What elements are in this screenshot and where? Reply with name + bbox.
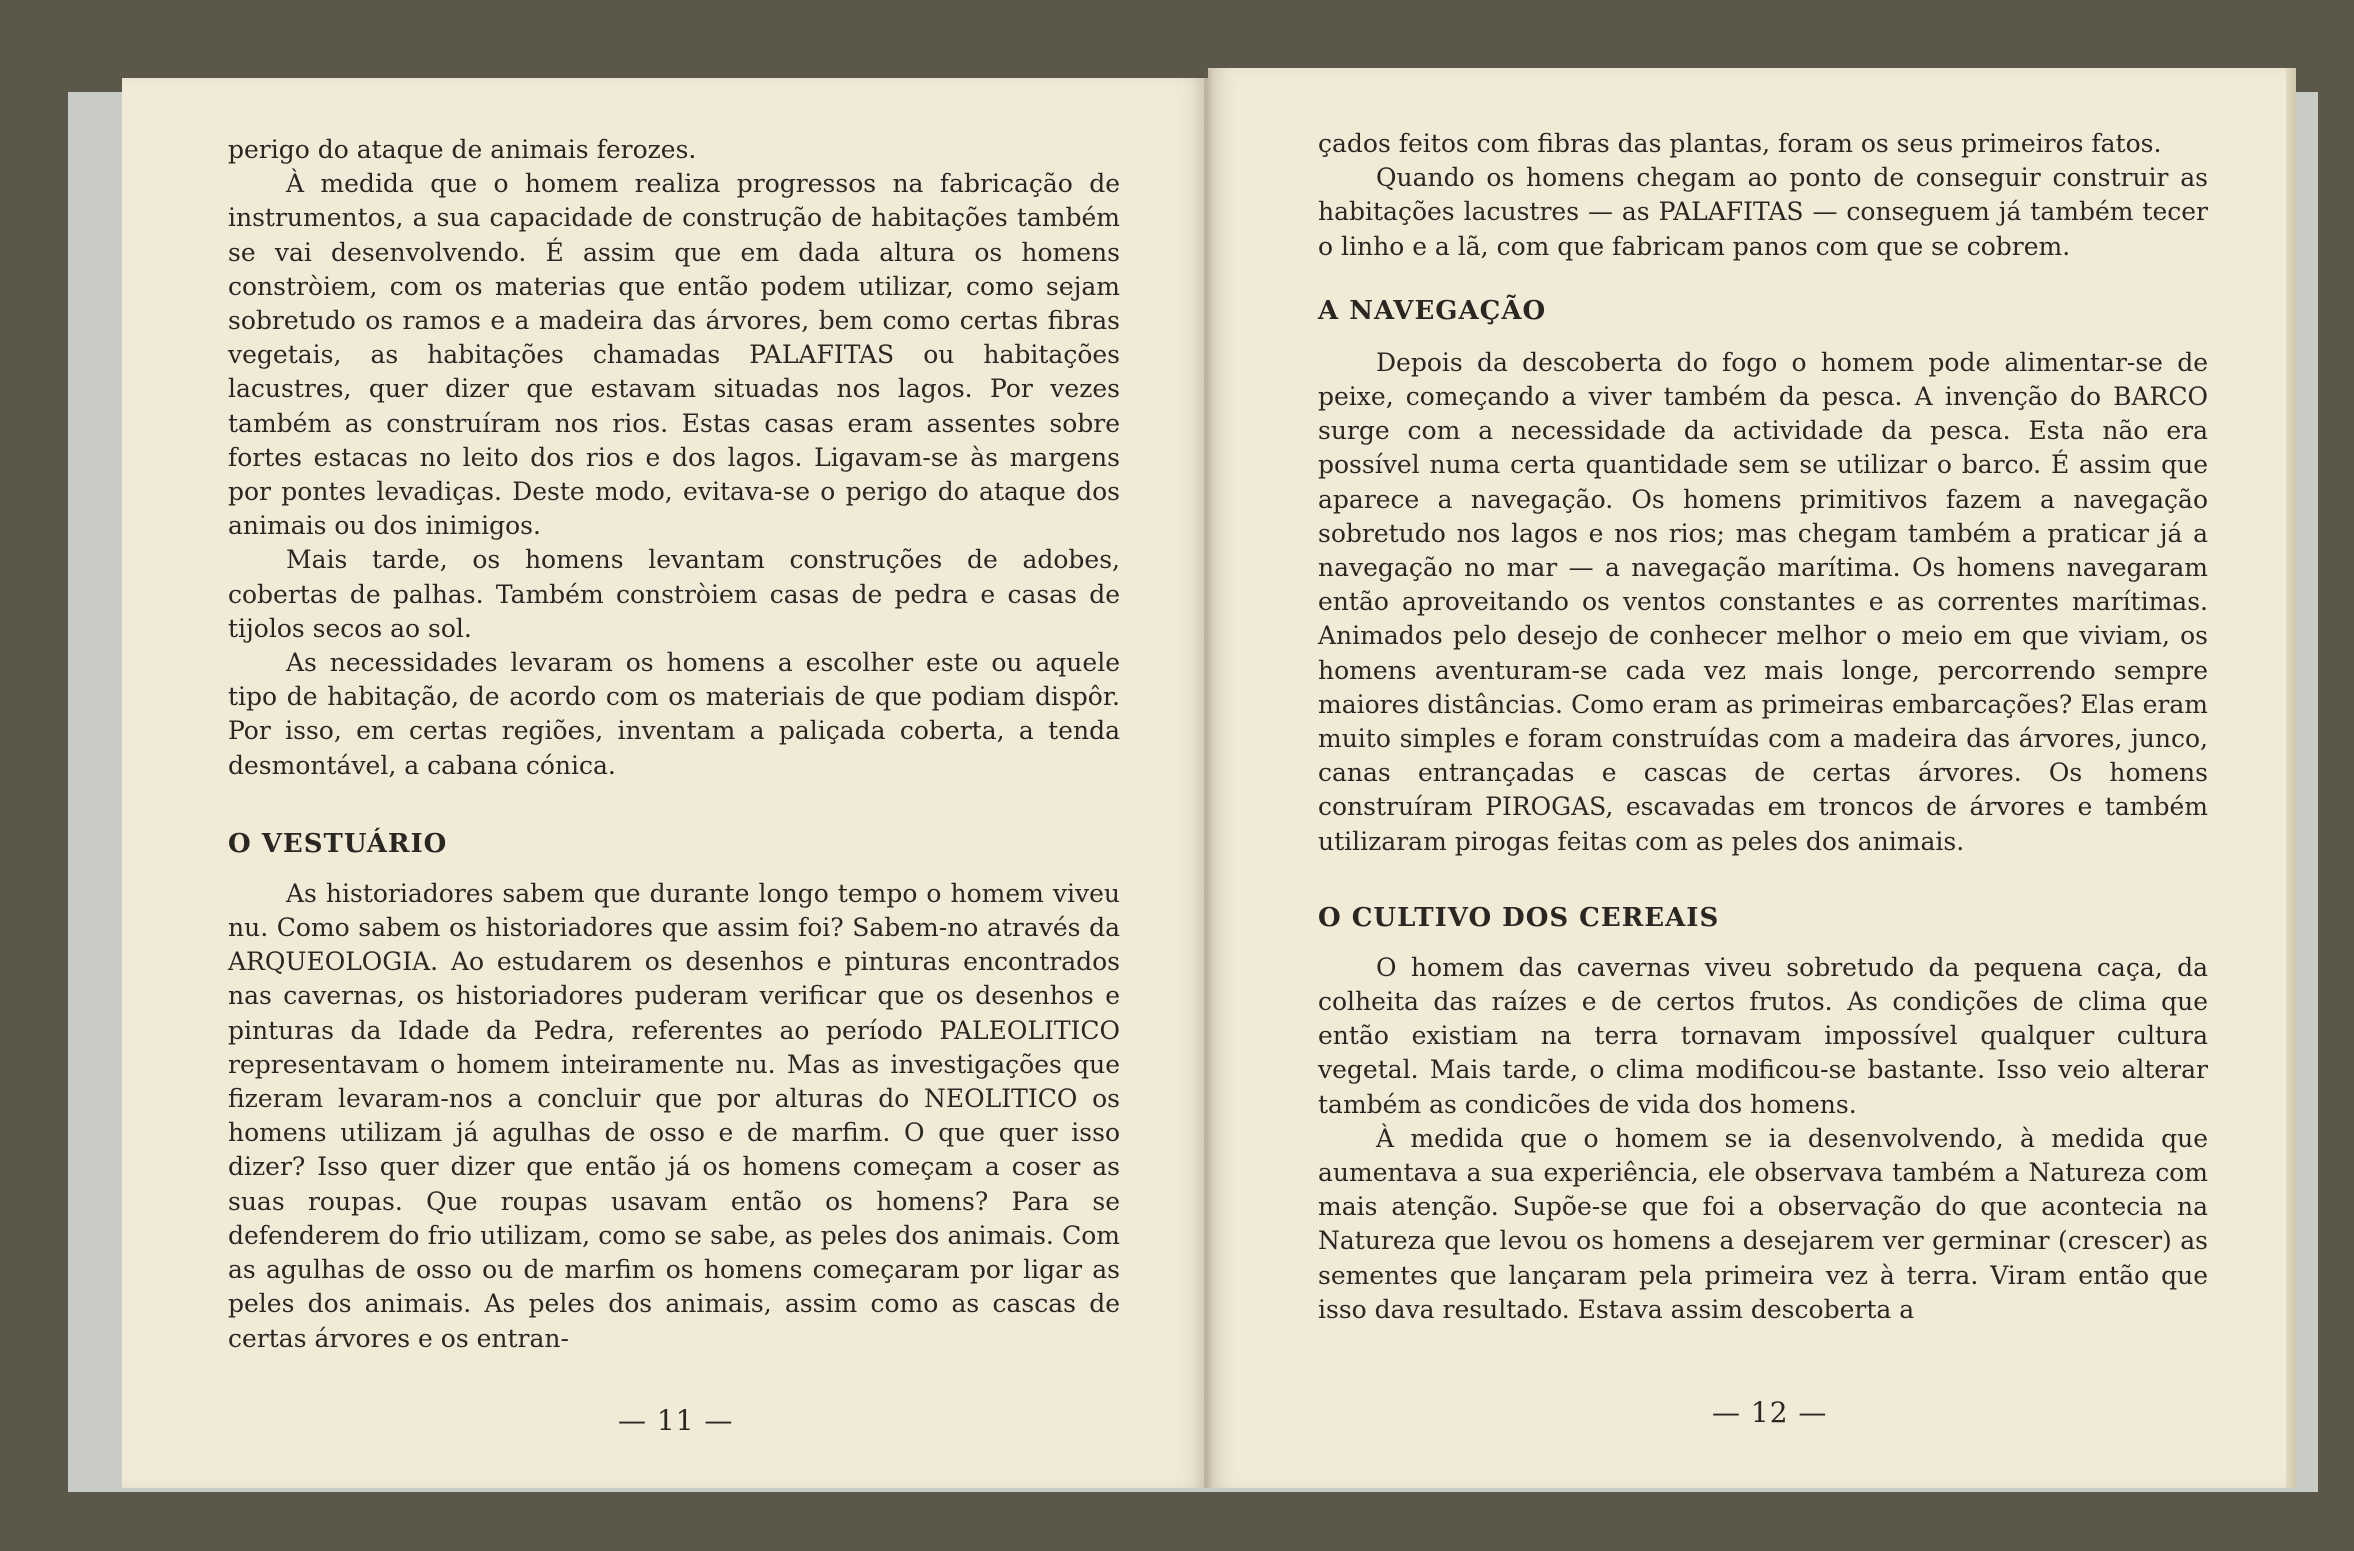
right-page-text xyxy=(1318,127,2208,1327)
page-edge xyxy=(2286,68,2296,1488)
paragraph: As necessidades levaram os homens a escolher este ou aquele tipo de habitação, de acordo com os materiais de que podiam dispôr. Por isso, em certas regiões, inventam a paliçada coberta, a tenda desmontável, a cabana cónica. xyxy=(228,648,1120,780)
paragraph: Quando os homens chegam ao ponto de conseguir construir as habitações lacustres — as PALAFITAS — conseguem já também tecer o linho e a lã, com que fabricam panos com que se cobrem. xyxy=(1318,163,2208,261)
paragraph: O homem das cavernas viveu sobretudo da pequena caça, da colheita das raízes e de certos frutos. As condições de clima que então existiam na terra tornavam impossível qualquer cultura vegetal. Mais tarde, o clima modificou-se bastante. Isso veio alterar também as condicões de vida dos homens. xyxy=(1318,952,2208,1119)
section-heading-navegacao: A NAVEGAÇÃO xyxy=(1318,295,1547,326)
paragraph: As historiadores sabem que durante longo tempo o homem viveu nu. Como sabem os historiadores que assim foi? Sabem-no através da ARQUEOLOGIA. Ao estudarem os desenhos e pinturas encontrados nas cavernas, os historiadores puderam verificar que os desenhos e pinturas da Idade da Pedra, referentes ao período PALEOLITICO representavam o homem inteiramente nu. Mas as investigações que fizeram levaram-nos a concluir que por alturas do NEOLITICO os homens utilizam já agulhas de osso e de marfim. O que quer isso dizer? Isso quer dizer que então já os homens começam a coser as suas roupas. Que roupas usavam então os homens? Para se defenderem do frio utilizam, como se sabe, as peles dos animais. Com as agulhas de osso ou de marfim os homens começaram por ligar as peles dos animais. As peles dos animais, assim como as cascas de certas árvores e os entran- xyxy=(228,878,1120,1353)
page-number-right: — 12 — xyxy=(1712,1396,1828,1429)
section-heading-cultivo: O CULTIVO DOS CEREAIS xyxy=(1318,902,1720,933)
paragraph: perigo do ataque de animais ferozes. xyxy=(228,135,697,164)
page-number-left: — 11 — xyxy=(618,1404,734,1437)
book-gutter xyxy=(1204,70,1212,1488)
paragraph: À medida que o homem se ia desenvolvendo, à medida que aumentava a sua experiência, ele observava também a Natureza com mais atenção. Supõe-se que foi a observação do que acontecia na Natureza que levou os homens a desejarem ver germinar (crescer) as sementes que lançaram pela primeira vez à terra. Viram então que isso dava resultado. Estava assim descoberta a xyxy=(1318,1123,2208,1324)
paragraph: Mais tarde, os homens levantam construções de adobes, cobertas de palhas. Também constròiem casas de pedra e casas de tijolos secos ao sol. xyxy=(228,545,1120,643)
paragraph: À medida que o homem realiza progressos na fabricação de instrumentos, a sua capacidade de construção de habitações também se vai desenvolvendo. É assim que em dada altura os homens constròiem, com os materias que então podem utilizar, como sejam sobretudo os ramos e a madeira das árvores, bem como certas fibras vegetais, as habitações chamadas PALAFITAS ou habitações lacustres, quer dizer que estavam situadas nos lagos. Por vezes também as construíram nos rios. Estas casas eram assentes sobre fortes estacas no leito dos rios e dos lagos. Ligavam-se às margens por pontes levadiças. Deste modo, evitava-se o perigo do ataque dos animais ou dos inimigos. xyxy=(228,169,1120,541)
paragraph: Depois da descoberta do fogo o homem pode alimentar-se de peixe, começando a viver também da pesca. A invenção do BARCO surge com a necessidade da actividade da pesca. Esta não era possível numa certa quantidade sem se utilizar o barco. É assim que aparece a navegação. Os homens primitivos fazem a navegação sobretudo nos lagos e nos rios; mas chegam também a praticar já a navegação no mar — a navegação marítima. Os homens navegaram então aproveitando os ventos constantes e as correntes marítimas. Animados pelo desejo de conhecer melhor o meio em que viviam, os homens aventuram-se cada vez mais longe, percorrendo sempre maiores distâncias. Como eram as primeiras embarcações? Elas eram muito simples e foram construídas com a madeira das árvores, junco, canas entrançadas e cascas de certas árvores. Os homens construíram PIROGAS, escavadas em troncos de árvores e também utilizaram pirogas feitas com as peles dos animais. xyxy=(1318,347,2208,856)
left-page-text xyxy=(228,133,1120,1356)
section-heading-vestuario: O VESTUÁRIO xyxy=(228,828,448,859)
paragraph: çados feitos com fibras das plantas, foram os seus primeiros fatos. xyxy=(1318,129,2162,158)
